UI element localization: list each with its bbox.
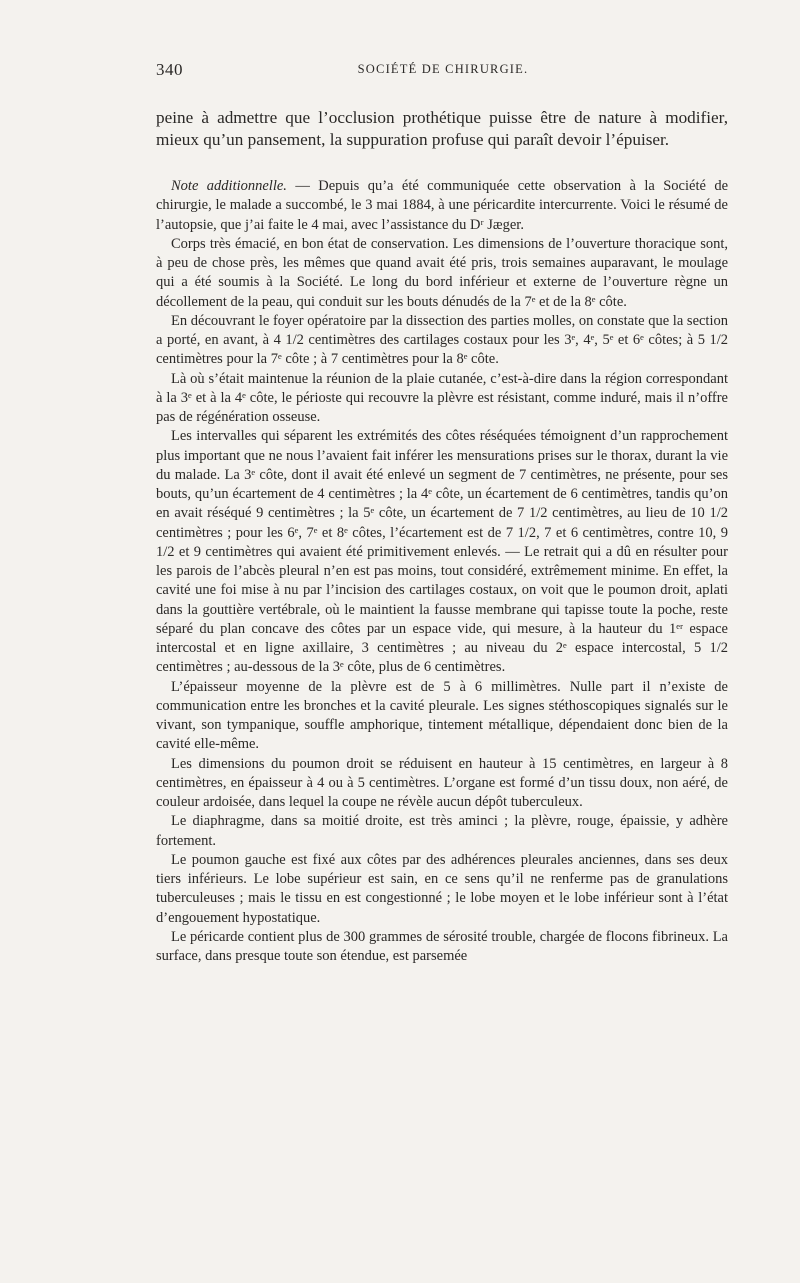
page-header	[156, 60, 730, 82]
paragraph-rib-intervals: Les intervalles qui séparent les extrémités des côtes réséquées témoignent d’un rapprochement plus important que ne nous l’avaient fait inférer les mensurations prises sur le thorax, durant la vie du malade. La 3ᵉ côte, dont il avait été enlevé un segment de 7 centimètres, ne présente, pour ses bouts, qu’un écartement de 4 centimètres ; la 4ᵉ côte, un écartement de 6 centimètres, tandis qu’on en avait réséqué 9 centimètres ; la 5ᵉ côte, un écartement de 7 1/2 centimètres, au lieu de 10 1/2 centimètres ; pour les 6ᵉ, 7ᵉ et 8ᵉ côtes, l’écartement est de 7 1/2, 7 et 6 centimètres, contre 10, 9 1/2 et 9 centimètres qui avaient été primitivement enlevés. — Le retrait qui a dû en résulter pour les parois de l’abcès pleural n’en est pas moins, tout considéré, extrêmement minime. En effet, la cavité une foi mise à nu par l’incision des cartilages costaux, on voit que le poumon droit, aplati dans la gouttière vertébrale, où le maintient la fausse membrane qui tapisse toute la poche, reste séparé du plan concave des côtes par un espace vide, qui mesure, à la hauteur du 1ᵉʳ espace intercostal et en ligne axillaire, 3 centimètres ; au niveau du 2ᵉ espace intercostal, 5 1/2 centimètres ; au-dessous de la 3ᵉ côte, plus de 6 centimètres.	[156, 428, 728, 676]
note-label: Note additionnelle.	[171, 178, 287, 194]
additional-note	[156, 177, 728, 966]
paragraph-left-lung: Le poumon gauche est fixé aux côtes par des adhérences pleurales anciennes, dans ses deux tiers inférieurs. Le lobe supérieur est sain, en ce sens qu’il ne renferme pas de granulations tuberculeuses ; mais le tissu en est congestionné ; le lobe moyen et le lobe inférieur sont à l’état d’engouement hypostatique.	[156, 851, 728, 926]
paragraph-operative-site: En découvrant le foyer opératoire par la dissection des parties molles, on constate que la section a porté, en avant, à 4 1/2 centimètres des cartilages costaux pour les 3ᵉ, 4ᵉ, 5ᵉ et 6ᵉ côtes; à 5 1/2 centimètres pour la 7ᵉ côte ; à 7 centimètres pour la 8ᵉ côte.	[156, 312, 728, 368]
page-body	[156, 107, 728, 966]
paragraph-periosteum: Là où s’était maintenue la réunion de la plaie cutanée, c’est-à-dire dans la région correspondant à la 3ᵉ et à la 4ᵉ côte, le périoste qui recouvre la plèvre est résistant, comme induré, mais il n’offre pas de régénération osseuse.	[156, 370, 728, 425]
paragraph-pericardium: Le péricarde contient plus de 300 grammes de sérosité trouble, chargée de flocons fibrineux. La surface, dans presque toute son étendue, est parsemée	[156, 928, 728, 964]
page-number: 340	[156, 60, 183, 79]
lead-paragraph: peine à admettre que l’occlusion prothétique puisse être de nature à modifier, mieux qu’un pansement, la suppuration profuse qui paraît devoir l’épuiser.	[156, 108, 728, 149]
paragraph-diaphragm: Le diaphragme, dans sa moitié droite, est très aminci ; la plèvre, rouge, épaissie, y adhère fortement.	[156, 813, 728, 849]
paragraph-pleura-thickness: L’épaisseur moyenne de la plèvre est de 5 à 6 millimètres. Nulle part il n’existe de communication entre les bronches et la cavité pleurale. Les signes stéthoscopiques signalés sur le vivant, son tympanique, souffle amphorique, tintement métallique, dépendaient donc bien de la cavité elle-même.	[156, 678, 728, 753]
note-paragraph	[156, 177, 728, 235]
paragraph-body-condition: Corps très émacié, en bon état de conservation. Les dimensions de l’ouverture thoracique sont, à peu de chose près, les mêmes que quand avait été pris, trois semaines auparavant, le moulage qui a été soumis à la Société. Le long du bord inférieur et externe de l’ouverture règne un décollement de la peau, qui conduit sur les bouts dénudés de la 7ᵉ et de la 8ᵉ côte.	[156, 235, 728, 310]
running-title: SOCIÉTÉ DE CHIRURGIE.	[357, 62, 529, 76]
paragraph-right-lung: Les dimensions du poumon droit se réduisent en hauteur à 15 centimètres, en largeur à 8 centimètres, en épaisseur à 4 ou à 5 centimètres. L’organe est formé d’un tissu doux, non aéré, de couleur ardoisée, dans lequel la coupe ne révèle aucun dépôt tuberculeux.	[156, 755, 728, 810]
note-text: — Depuis qu’a été communiquée cette observation à la Société de chirurgie, le malade a succombé, le 3 mai 1884, à une péricardite intercurrente. Voici le résumé de l’autopsie, que j’ai faite le 4 mai, avec l’assistance du Dʳ Jæger.	[156, 178, 729, 233]
